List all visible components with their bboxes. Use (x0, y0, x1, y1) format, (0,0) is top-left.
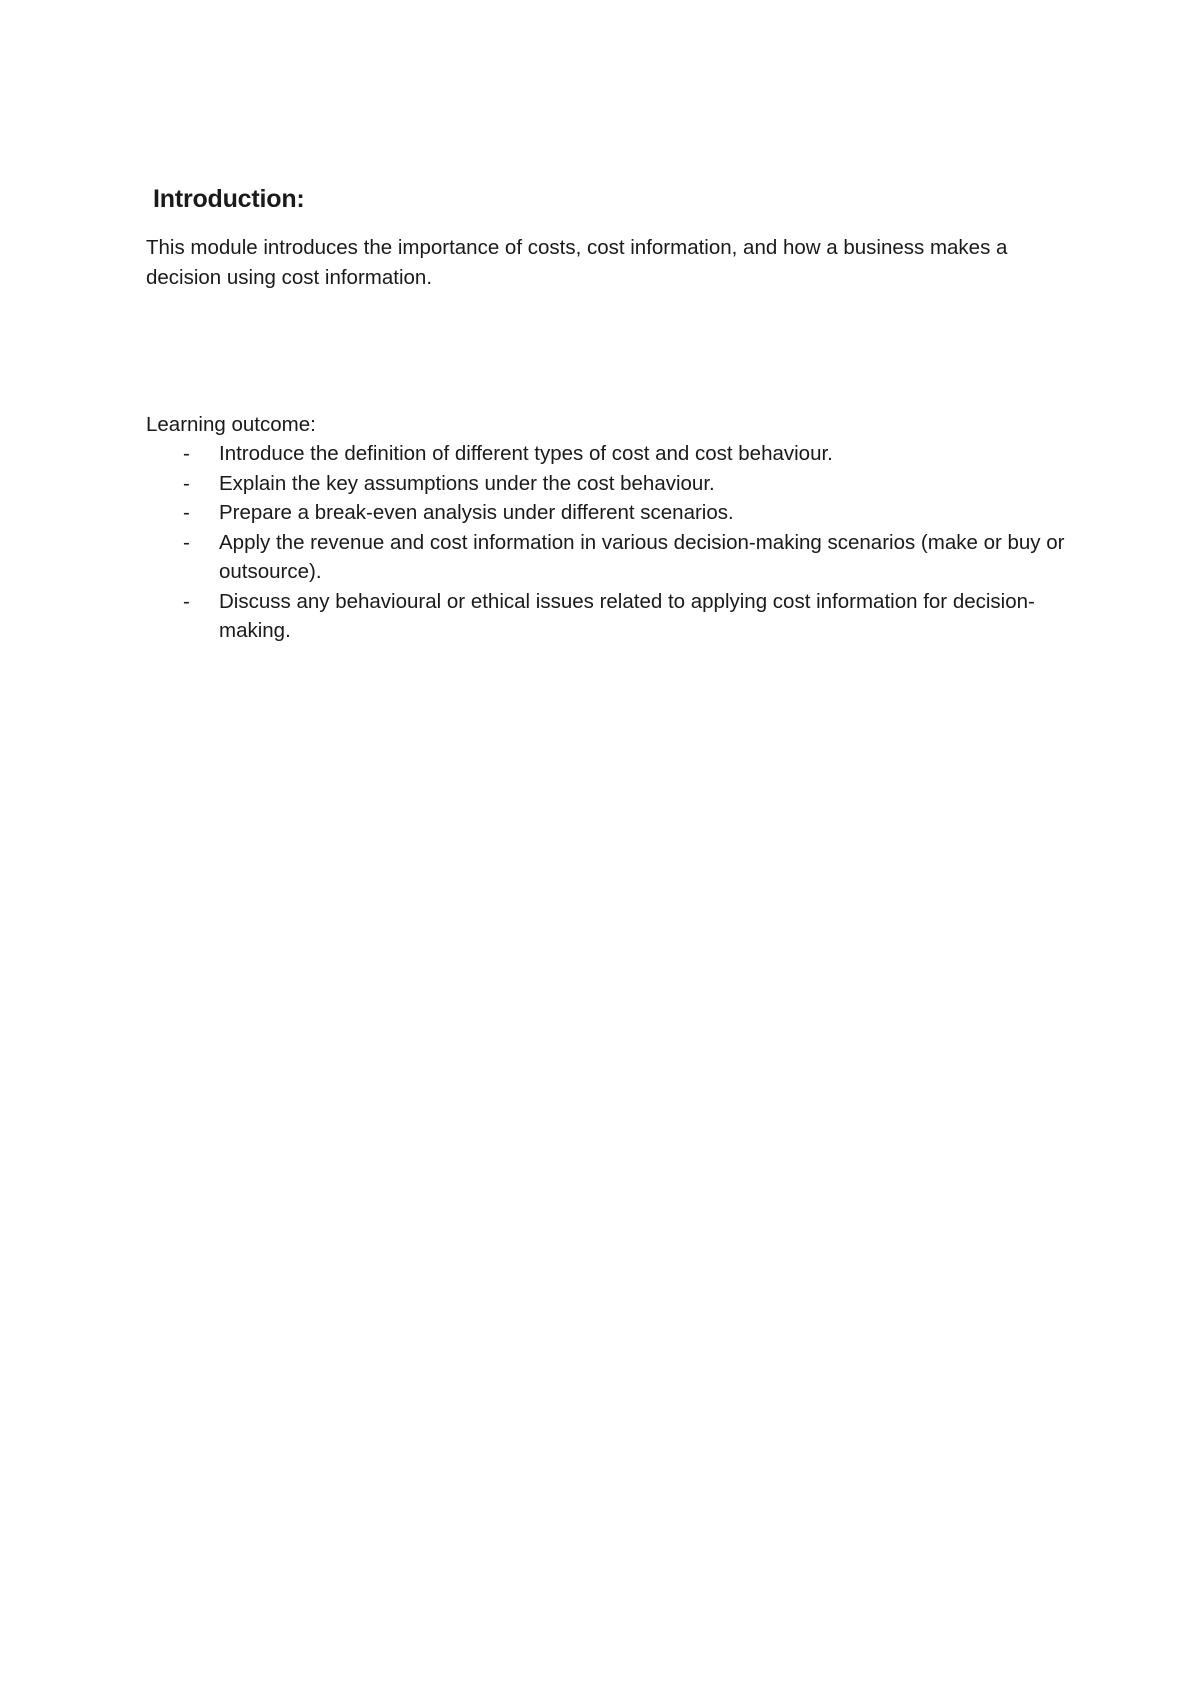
list-item (146, 498, 1066, 528)
outcome-text: Discuss any behavioural or ethical issues related to applying cost information for decision-making. (219, 589, 1035, 642)
bullet-dash: - (183, 442, 190, 465)
bullet-dash: - (183, 589, 190, 613)
intro-paragraph: This module introduces the importance of costs, cost information, and how a business makes a decision using cost information. (146, 236, 1008, 289)
list-item (146, 587, 1066, 646)
learning-outcome-label: Learning outcome: (146, 413, 316, 436)
outcome-text: Explain the key assumptions under the cost behaviour. (219, 471, 715, 495)
outcome-text: Introduce the definition of different types of cost and cost behaviour. (219, 442, 833, 465)
outcome-text: Apply the revenue and cost information in various decision-making scenarios (make or buy or outsource). (219, 530, 1065, 583)
bullet-dash: - (183, 471, 190, 495)
section-heading: Introduction: (153, 185, 305, 213)
list-item (146, 469, 1066, 499)
bullet-dash: - (183, 530, 190, 554)
list-item (146, 439, 1066, 469)
list-item (146, 528, 1066, 587)
outcome-text: Prepare a break-even analysis under different scenarios. (219, 501, 734, 524)
bullet-dash: - (183, 501, 190, 524)
learning-outcome-list (146, 439, 1066, 646)
